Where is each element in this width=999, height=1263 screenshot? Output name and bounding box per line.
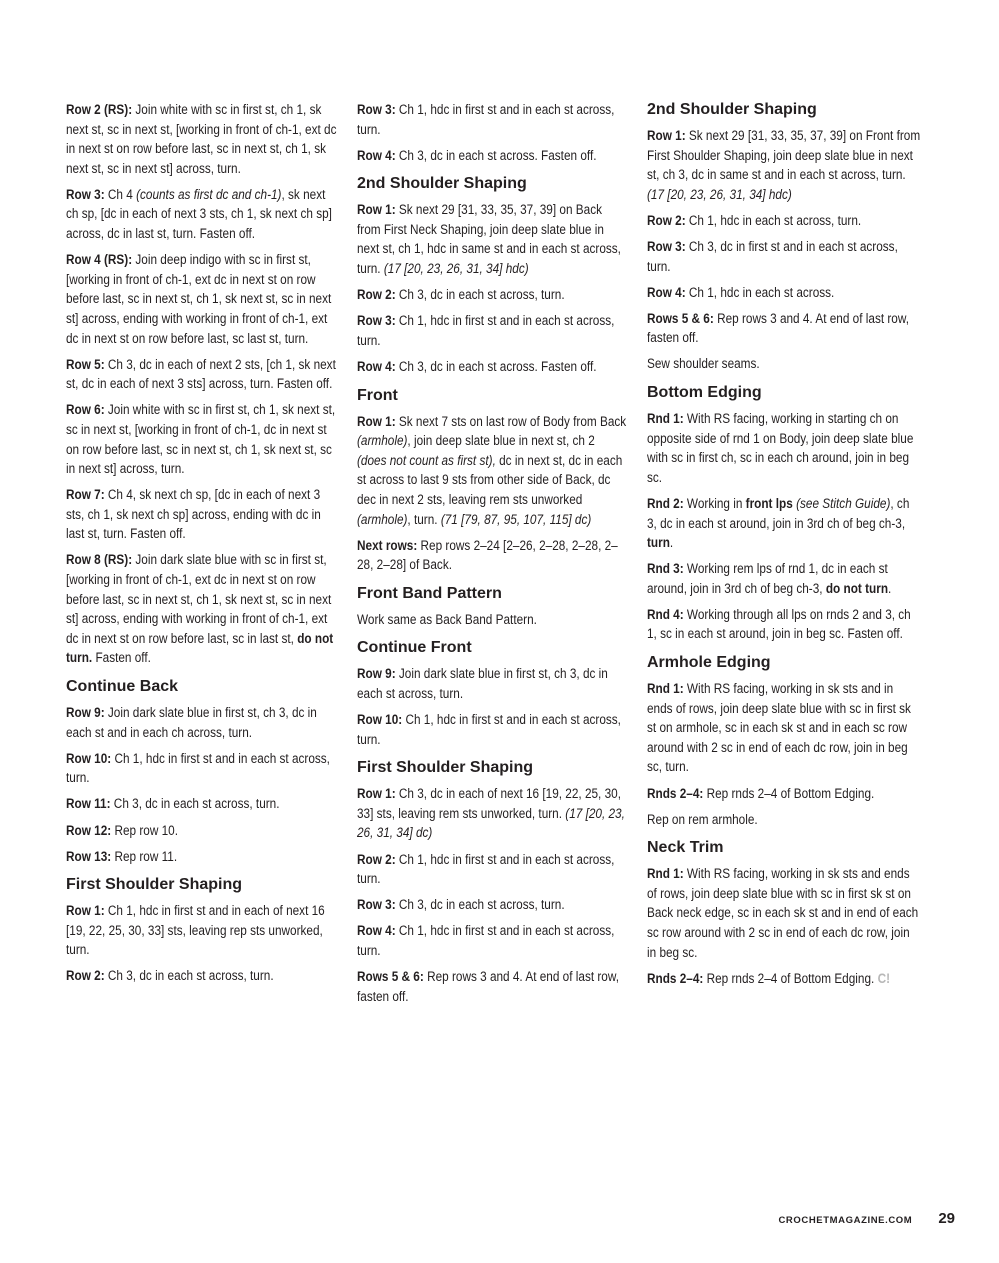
row-label: Rnds 2–4: (647, 970, 704, 986)
instruction-paragraph (357, 285, 627, 305)
italic-note: (armhole) (357, 433, 408, 449)
row-label: Rnd 2: (647, 495, 684, 511)
body-text: Ch 3, dc in each st across, turn. (104, 968, 274, 984)
row-label: Row 11: (66, 796, 111, 812)
instruction-paragraph (66, 100, 341, 178)
bold-text: turn (647, 535, 670, 551)
instruction-paragraph (66, 901, 341, 960)
row-label: Row 4 (RS): (66, 252, 133, 268)
body-text: Ch 1, hdc in first st and in each st across, turn. (357, 712, 621, 747)
section-heading: Neck Trim (647, 839, 724, 857)
body-text: Ch 1, hdc in first st and in each st across, turn. (357, 923, 615, 958)
italic-note: (armhole) (357, 511, 408, 527)
body-text: Rep row 10. (111, 822, 178, 838)
instruction-paragraph (357, 710, 627, 749)
instruction-paragraph (647, 679, 922, 777)
body-text: Ch 1, hdc in first st and in each st across, turn. (357, 102, 615, 137)
italic-note: (does not count as first st), (357, 452, 496, 468)
row-label: Row 2: (66, 968, 105, 984)
section-heading: Front Band Pattern (357, 584, 502, 602)
row-label: Row 1: (357, 202, 396, 218)
section-heading: 2nd Shoulder Shaping (357, 175, 527, 193)
instruction-paragraph (66, 485, 341, 544)
row-label: Row 4: (357, 923, 396, 939)
row-label: Row 1: (357, 786, 396, 802)
instruction-paragraph (357, 100, 627, 139)
body-text: . (669, 535, 674, 551)
instruction-paragraph (647, 605, 922, 644)
page-number: 29 (938, 1210, 955, 1227)
section-heading: First Shoulder Shaping (357, 759, 534, 777)
instruction-paragraph (647, 354, 922, 374)
instruction-paragraph (647, 864, 922, 962)
instruction-paragraph (357, 200, 627, 278)
body-text: Rep row 11. (111, 848, 178, 864)
body-text: Working through all lps on rnds 2 and 3, ch 1, sc in each st around, join in beg sc. Fasten off. (647, 606, 911, 642)
body-text: Work same as Back Band Pattern. (357, 611, 537, 627)
body-text: Ch 1, hdc in first st and in each st across, turn. (357, 851, 615, 887)
section-heading: Continue Front (357, 639, 472, 657)
bold-text: front lps (745, 495, 793, 511)
body-text: Ch 3, dc in each st across. Fasten off. (395, 358, 597, 374)
row-label: Row 3: (357, 313, 396, 329)
instruction-paragraph (66, 966, 341, 986)
row-label: Row 8 (RS): (66, 552, 133, 568)
section-heading: Front (357, 386, 398, 404)
row-label: Row 2: (647, 212, 686, 228)
section-heading: First Shoulder Shaping (66, 876, 243, 894)
italic-note: (17 [20, 23, 26, 31, 34] dc) (357, 805, 625, 841)
row-label: Rows 5 & 6: (647, 310, 714, 326)
row-label: Row 4: (357, 358, 396, 374)
italic-note: (17 [20, 23, 26, 31, 34] hdc) (383, 261, 529, 277)
body-text: dc in next st, dc in each st across to last 9 sts from other side of Back, dc dec in next 2 sts, leaving rem sts unworked (357, 452, 623, 507)
body-text: Working rem lps of rnd 1, dc in each st around, join in 3rd ch of beg ch-3, (647, 561, 888, 596)
bold-text: do not turn (825, 580, 889, 596)
row-label: Row 3: (66, 186, 105, 202)
body-text: With RS facing, working in sk sts and ends of rows, join deep slate blue with sc in first sk st on Back neck edge, sc in each sk st and in end of each sc row around with 2 sc in end of each dc row, join in beg sc. (647, 866, 919, 960)
body-text: , join deep slate blue in next st, ch 2 (407, 433, 595, 449)
instruction-paragraph (66, 185, 341, 244)
instruction-paragraph (357, 311, 627, 350)
row-label: Row 9: (66, 705, 105, 721)
body-text: Rep on rem armhole. (647, 811, 758, 827)
instruction-paragraph (647, 211, 922, 231)
instruction-paragraph (357, 412, 627, 530)
instruction-paragraph (647, 969, 922, 989)
body-text: , ch 3, dc in each st around, join in 3rd ch of beg ch-3, (647, 495, 910, 531)
row-label: Rnd 3: (647, 561, 684, 577)
end-mark-icon: C! (877, 970, 891, 986)
row-label: Row 6: (66, 402, 105, 418)
instruction-paragraph (647, 810, 922, 830)
instruction-paragraph (357, 610, 627, 630)
row-label: Row 13: (66, 848, 112, 864)
row-label: Row 1: (66, 903, 105, 919)
body-text: Ch 3, dc in each of next 16 [19, 22, 25, 30, 33] sts, leaving rem sts unworked, turn. (357, 786, 621, 821)
row-label: Row 2: (357, 287, 396, 303)
row-label: Row 12: (66, 822, 112, 838)
instruction-paragraph (647, 784, 922, 804)
site-url: CROCHETMAGAZINE.COM (778, 1215, 913, 1226)
italic-note: (71 [79, 87, 95, 107, 115] dc) (440, 511, 592, 527)
row-label: Rnds 2–4: (647, 785, 704, 801)
body-text: Working in (683, 495, 746, 511)
body-text: Join dark slate blue with sc in first st, [working in front of ch-1, ext dc in next st on row before last, sc in next st, ch 1, sk next st, sc in next st] across, ending with working in front of ch-1, ext dc in next st on row before last, sc in last st, (66, 552, 332, 646)
instruction-paragraph (357, 850, 627, 889)
row-label: Row 2 (RS): (66, 102, 133, 117)
body-text: Rep rows 3 and 4. At end of last row, fasten off. (647, 310, 910, 346)
instruction-paragraph (66, 847, 341, 867)
instruction-paragraph (647, 494, 922, 553)
body-text: Ch 3, dc in each st across. Fasten off. (395, 147, 597, 163)
instruction-paragraph (66, 794, 341, 814)
body-text: Ch 3, dc in first st and in each st across, turn. (647, 238, 898, 274)
italic-note: (see Stitch Guide) (796, 495, 891, 511)
body-text: Ch 1, hdc in first st and in each st across, turn. (357, 313, 615, 348)
row-label: Next rows: (357, 537, 418, 553)
instruction-paragraph (647, 309, 922, 348)
row-label: Row 7: (66, 487, 105, 503)
instruction-paragraph (357, 921, 627, 960)
instruction-paragraph (357, 967, 627, 1006)
row-label: Row 2: (357, 851, 396, 867)
body-text: Ch 4, sk next ch sp, [dc in each of next 3 sts, ch 1, sk next ch sp] across, ending with dc in last st, turn. Fasten off. (66, 487, 321, 542)
row-label: Row 9: (357, 666, 396, 682)
row-label: Rnd 4: (647, 606, 684, 622)
row-label: Row 10: (66, 750, 112, 766)
instruction-paragraph (66, 355, 341, 394)
body-text: Ch 4 (104, 186, 137, 202)
instruction-paragraph (357, 664, 627, 703)
row-label: Row 3: (647, 238, 686, 254)
instruction-paragraph (647, 237, 922, 276)
row-label: Row 1: (647, 128, 686, 143)
body-text: Rep rnds 2–4 of Bottom Edging. (703, 970, 878, 986)
instruction-paragraph (66, 703, 341, 742)
column-1 (66, 100, 341, 993)
body-text: Sk next 7 sts on last row of Body from Back (395, 413, 627, 429)
instruction-paragraph (66, 400, 341, 478)
body-text: Join dark slate blue in first st, ch 3, dc in each st across, turn. (357, 666, 608, 701)
row-label: Rnd 1: (647, 866, 684, 882)
row-label: Rnd 1: (647, 681, 684, 697)
row-label: Row 3: (357, 102, 396, 117)
section-heading: 2nd Shoulder Shaping (647, 101, 817, 118)
section-heading: Continue Back (66, 678, 179, 696)
instruction-paragraph (647, 283, 922, 303)
instruction-paragraph (357, 357, 627, 377)
body-text: With RS facing, working in sk sts and in ends of rows, join deep slate blue with sc in first sk st on armhole, sc in each sk st and in each sc row around with 2 sc in end of each dc row, join in beg sc, turn. (647, 681, 911, 775)
row-label: Row 5: (66, 356, 105, 372)
instruction-paragraph (357, 146, 627, 166)
body-text: Ch 1, hdc in first st and in each st across, turn. (66, 750, 330, 786)
body-text: Fasten off. (92, 650, 151, 666)
row-label: Rnd 1: (647, 411, 684, 427)
body-text: Ch 3, dc in each of next 2 sts, [ch 1, sk next st, dc in each of next 3 sts] across, turn. Fasten off. (66, 356, 336, 392)
row-label: Row 3: (357, 897, 396, 913)
instruction-paragraph (647, 126, 922, 204)
body-text: Ch 1, hdc in first st and in each of next 16 [19, 22, 25, 30, 33] sts, leaving rep sts unworked, turn. (66, 903, 325, 958)
body-text: Join white with sc in first st, ch 1, sk next st, sc in next st, [working in front of ch-1, ext dc in next st on row before last, sc in next st, ch 1, sk next st, sc in next st] across, turn. (66, 102, 337, 176)
body-text: , turn. (407, 511, 441, 527)
body-text: Ch 3, dc in each st across, turn. (395, 897, 565, 913)
body-text: Join white with sc in first st, ch 1, sk next st, sc in next st, [working in front of ch-1, dc in next st on row before last, sc in next st, ch 1, sk next st, sc in next st] across, turn. (66, 402, 336, 477)
row-label: Row 4: (647, 284, 686, 300)
body-text: With RS facing, working in starting ch on opposite side of rnd 1 on Body, join deep slate blue with sc in first ch, sc in each ch around, join in beg sc. (647, 411, 914, 485)
instruction-paragraph (647, 559, 922, 598)
instruction-paragraph (357, 784, 627, 843)
instruction-paragraph (357, 536, 627, 575)
body-text: . (888, 580, 892, 596)
body-text: Join dark slate blue in first st, ch 3, dc in each st and in each ch across, turn. (66, 705, 317, 740)
row-label: Row 10: (357, 712, 403, 728)
body-text: Ch 1, hdc in each st across, turn. (685, 212, 862, 228)
body-text: Rep rows 3 and 4. At end of last row, fasten off. (357, 969, 620, 1004)
italic-note: (counts as first dc and ch-1) (136, 186, 282, 202)
instruction-paragraph (357, 895, 627, 915)
row-label: Row 4: (357, 147, 396, 163)
bold-text: do not turn. (66, 630, 334, 666)
instruction-paragraph (66, 821, 341, 841)
body-text: Rep rnds 2–4 of Bottom Edging. (703, 785, 875, 801)
body-text: Sk next 29 [31, 33, 35, 37, 39] on Back from First Neck Shaping, join deep slate blue in next st, ch 1, hdc in same st and in each st across, turn. (357, 202, 621, 277)
body-text: , sk next ch sp, [dc in each of next 3 sts, ch 1, sk next ch sp] across, dc in last st, turn. Fasten off. (66, 186, 332, 242)
row-label: Row 1: (357, 413, 396, 429)
body-text: Join deep indigo with sc in first st, [working in front of ch-1, ext dc in next st on row before last, sc in next st, ch 1, sk next st, sc in next st] across, ending with working in front of ch-1, ext dc in next st on row before last, sc last st, turn. (66, 252, 332, 346)
column-2 (357, 100, 627, 1013)
column-3 (647, 100, 922, 995)
body-text: Ch 1, hdc in each st across. (685, 284, 835, 300)
body-text: Rep rows 2–24 [2–26, 2–28, 2–28, 2–28, 2–28] of Back. (357, 537, 618, 573)
body-text: Sew shoulder seams. (647, 356, 760, 372)
italic-note: (17 [20, 23, 26, 31, 34] hdc) (647, 186, 792, 202)
body-text: Ch 3, dc in each st across, turn. (110, 796, 280, 812)
page-footer (778, 1210, 955, 1227)
section-heading: Bottom Edging (647, 384, 762, 402)
section-heading: Armhole Edging (647, 654, 771, 672)
instruction-paragraph (66, 749, 341, 788)
instruction-paragraph (647, 409, 922, 487)
instruction-paragraph (66, 250, 341, 348)
body-text: Sk next 29 [31, 33, 35, 37, 39] on Front from First Shoulder Shaping, join deep slate blue in next st, ch 3, dc in same st and in each st across, turn. (647, 128, 921, 183)
body-text: Ch 3, dc in each st across, turn. (395, 287, 565, 303)
instruction-paragraph (66, 550, 341, 668)
row-label: Rows 5 & 6: (357, 969, 424, 984)
